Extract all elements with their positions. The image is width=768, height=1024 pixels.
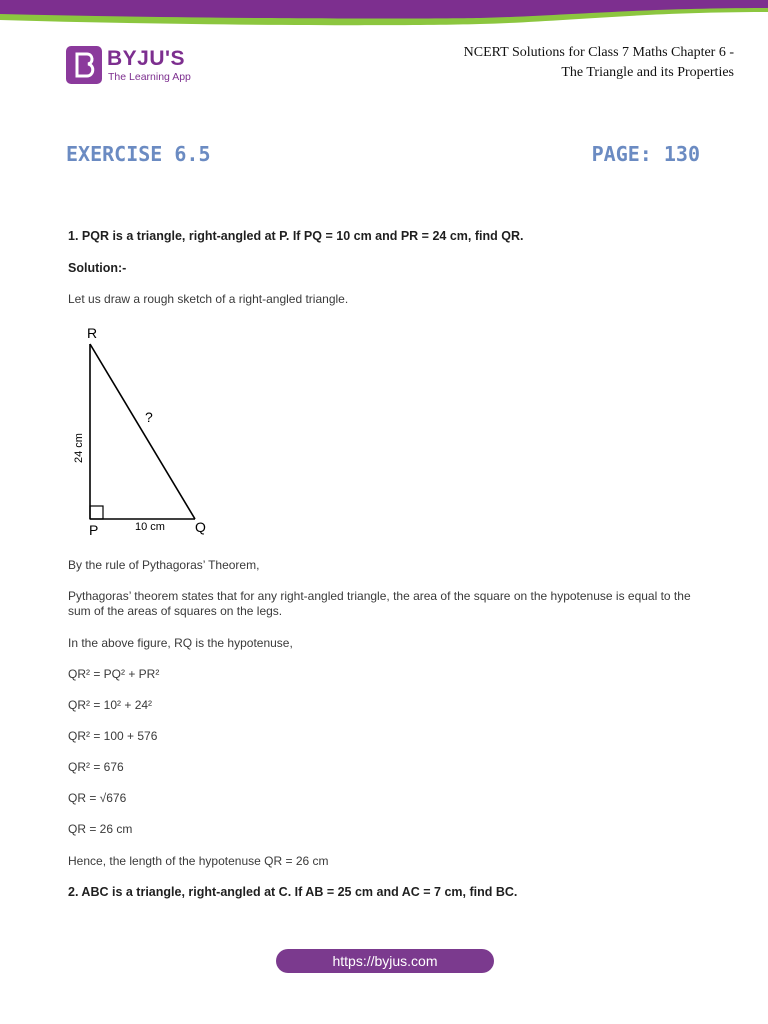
page-number-heading: PAGE: 130 — [591, 142, 700, 166]
right-angle-marker — [90, 506, 103, 519]
byjus-logo-mark — [66, 46, 102, 84]
step-2: QR² = 10² + 24² — [68, 698, 153, 712]
top-banner-band — [0, 0, 768, 30]
solution-label: Solution:- — [68, 261, 127, 275]
document-title-line-1: NCERT Solutions for Class 7 Maths Chapter 6 - — [463, 45, 734, 60]
step-3: QR² = 100 + 576 — [68, 729, 158, 743]
footer-website-link[interactable]: https://byjus.com — [276, 949, 494, 973]
step-6: QR = 26 cm — [68, 822, 133, 836]
document-title — [464, 43, 734, 83]
document-title-line-2: The Triangle and its Properties — [561, 65, 734, 80]
right-triangle-figure — [62, 322, 222, 544]
side-pq-label: 10 cm — [135, 521, 165, 533]
side-pr-label: 24 cm — [73, 433, 85, 463]
question-1: 1. PQR is a triangle, right-angled at P. If PQ = 10 cm and PR = 24 cm, find QR. — [68, 229, 524, 243]
brand-name: BYJU'S — [107, 47, 186, 70]
question-2: 2. ABC is a triangle, right-angled at C. If AB = 25 cm and AC = 7 cm, find BC. — [68, 885, 518, 899]
hypotenuse-text: In the above figure, RQ is the hypotenuse, — [68, 636, 293, 650]
step-4: QR² = 676 — [68, 760, 124, 774]
exercise-heading: EXERCISE 6.5 — [66, 142, 211, 166]
vertex-q-label: Q — [195, 519, 206, 535]
vertex-p-label: P — [89, 522, 99, 538]
step-5: QR = √676 — [68, 791, 127, 805]
byjus-logo[interactable] — [66, 46, 206, 86]
step-1: QR² = PQ² + PR² — [68, 667, 160, 681]
side-qr-line — [90, 344, 195, 519]
side-qr-label: ? — [145, 409, 153, 425]
intro-text: Let us draw a rough sketch of a right-angled triangle. — [68, 292, 349, 306]
theorem-text: Pythagoras’ theorem states that for any right-angled triangle, the area of the square on the hypotenuse is equal to the sum of the areas of squares on the legs. — [68, 589, 691, 618]
vertex-r-label: R — [87, 325, 98, 341]
rule-text: By the rule of Pythagoras’ Theorem, — [68, 558, 260, 572]
conclusion-text: Hence, the length of the hypotenuse QR = 26 cm — [68, 854, 329, 868]
brand-tagline: The Learning App — [108, 71, 191, 83]
